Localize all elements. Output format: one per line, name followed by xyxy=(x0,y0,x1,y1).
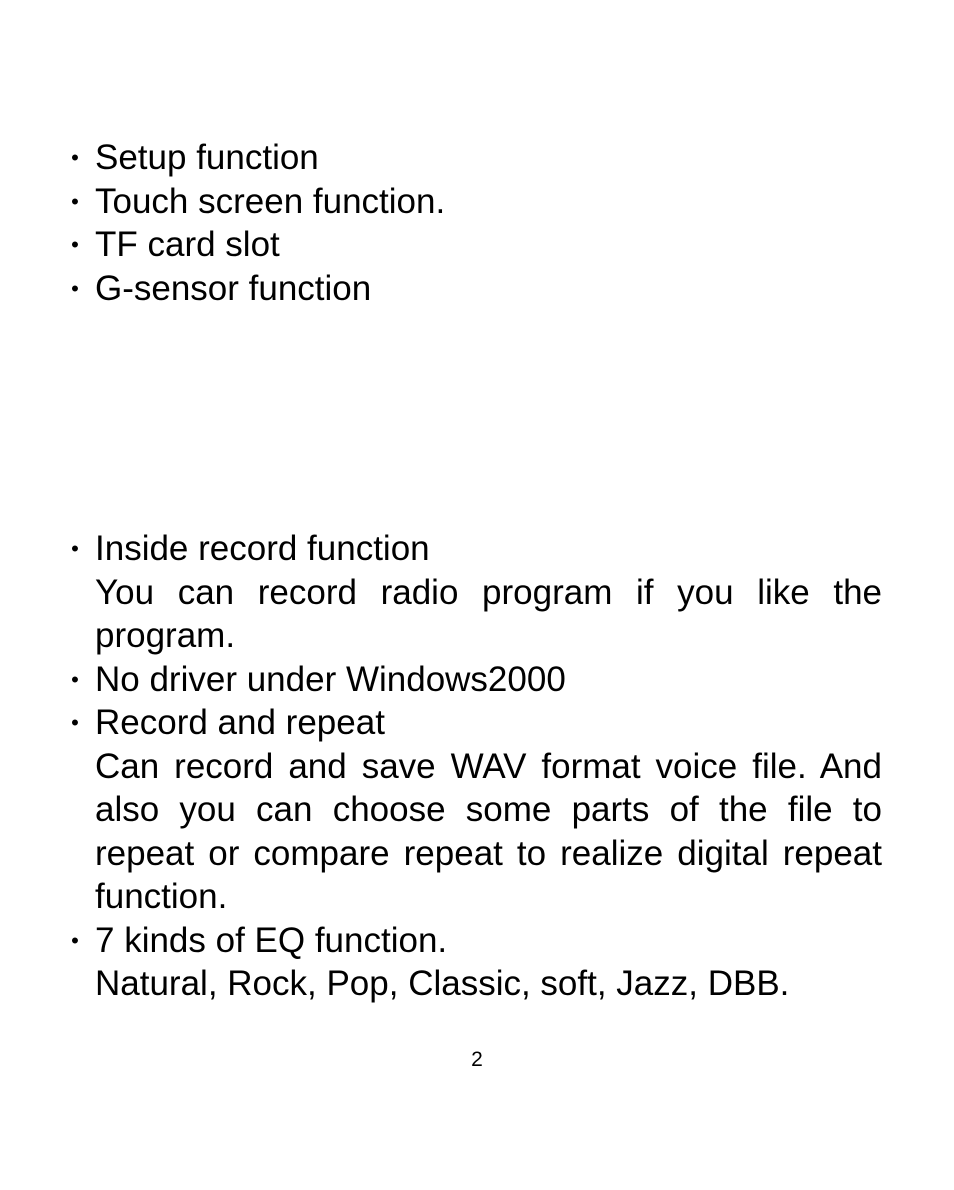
feature-list-top xyxy=(68,136,882,310)
feature-title: Setup function xyxy=(95,138,319,177)
feature-item-no-driver xyxy=(68,658,882,702)
feature-item-tf-card xyxy=(68,223,882,267)
feature-description: Natural, Rock, Pop, Classic, soft, Jazz, DBB. xyxy=(95,964,790,1003)
bullet-icon: • xyxy=(71,145,79,170)
feature-item-g-sensor xyxy=(68,267,882,311)
feature-description: You can record radio program if you like the program. xyxy=(95,572,882,655)
bullet-icon: • xyxy=(71,927,79,953)
feature-title: Record and repeat xyxy=(95,703,385,742)
bullet-icon: • xyxy=(71,666,79,692)
feature-item-inside-record xyxy=(68,527,882,658)
bullet-icon: • xyxy=(71,232,79,257)
page-number: 2 xyxy=(471,1048,483,1071)
bullet-icon: • xyxy=(71,188,79,214)
feature-title: G-sensor function xyxy=(95,268,372,308)
feature-item-record-repeat xyxy=(68,701,882,919)
feature-item-touch-screen xyxy=(68,180,882,224)
feature-title: 7 kinds of EQ function. xyxy=(95,920,448,960)
feature-title: Touch screen function. xyxy=(95,181,446,221)
bullet-icon: • xyxy=(71,275,79,301)
feature-title: Inside record function xyxy=(95,529,430,568)
feature-item-setup xyxy=(68,136,882,180)
feature-description: Can record and save WAV format voice file. And also you can choose some parts of the file to repeat or compare repeat to realize digital repeat function. xyxy=(95,746,882,916)
feature-title: No driver under Windows2000 xyxy=(95,659,566,699)
feature-list-bottom xyxy=(68,527,882,1006)
feature-title: TF card slot xyxy=(95,225,280,264)
feature-item-eq xyxy=(68,919,882,1006)
bullet-icon: • xyxy=(71,710,79,735)
bullet-icon: • xyxy=(71,536,79,561)
